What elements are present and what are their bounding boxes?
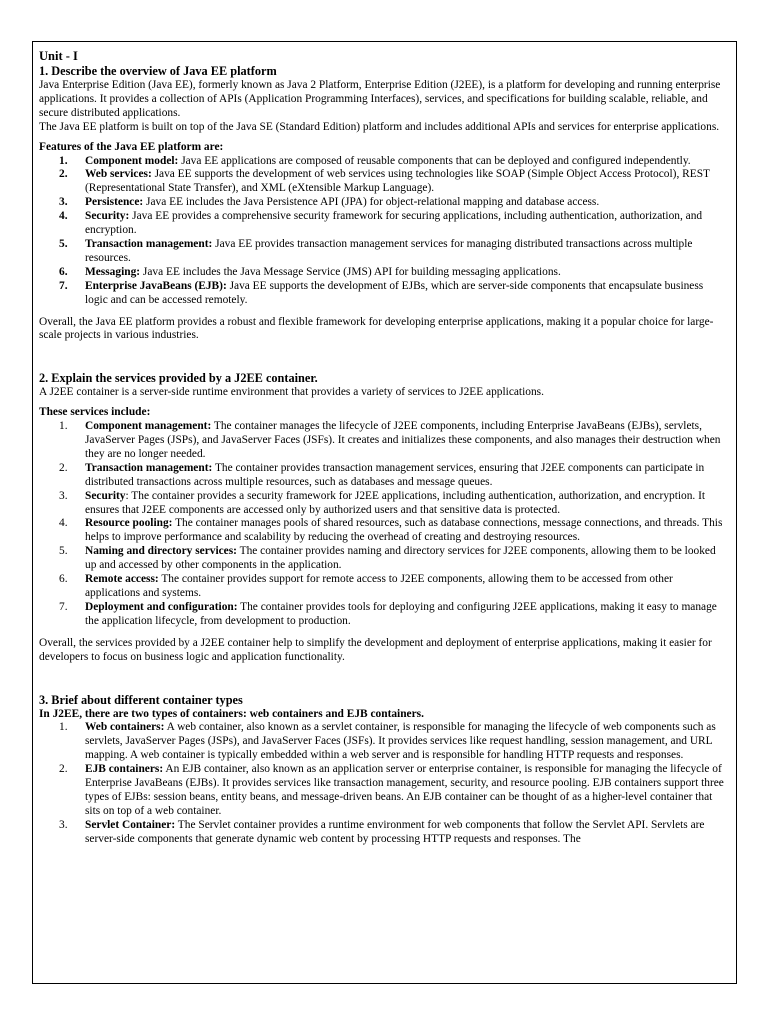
list-number: 7. <box>59 279 68 292</box>
list-term: Persistence: <box>85 196 144 209</box>
q3-intro: In J2EE, there are two types of containers: web containers and EJB containers. <box>39 707 424 720</box>
list-item <box>39 155 728 169</box>
list-item <box>39 196 728 210</box>
list-number: 3. <box>59 196 68 209</box>
list-text: The Servlet container provides a runtime environment for web components that follow the Servlet API. Servlets are server-side components that generate dynamic web content by processing HTTP requests and responses. The <box>85 818 705 845</box>
list-term: Transaction management: <box>85 237 213 250</box>
list-number: 1. <box>59 154 68 167</box>
list-number: 5. <box>59 237 68 250</box>
list-item <box>39 721 728 763</box>
list-term: Component model: <box>85 154 179 167</box>
q2-services-heading: These services include: <box>39 406 151 419</box>
list-number: 2. <box>59 168 68 181</box>
list-number: 4. <box>59 210 68 223</box>
q1-features-list <box>39 155 728 308</box>
q1-features-heading: Features of the Java EE platform are: <box>39 140 224 153</box>
list-term: Transaction management: <box>85 461 213 474</box>
list-term: EJB containers: <box>85 763 164 776</box>
document-page <box>32 41 737 984</box>
list-term: Messaging: <box>85 265 141 278</box>
list-term: Deployment and configuration: <box>85 600 238 613</box>
list-item <box>39 238 728 266</box>
list-text: The container provides transaction management services, ensuring that J2EE components can participate in distributed transactions across multiple resources, such as databases and message queues. <box>85 461 705 488</box>
list-item <box>39 819 728 847</box>
list-number: 3. <box>59 489 68 502</box>
list-term: Servlet Container: <box>85 818 176 831</box>
list-text: A web container, also known as a servlet container, is responsible for managing the lifecycle of web components such as servlets, JavaServer Pages (JSPs), and JavaServer Faces (JSFs). It provides services like request handling, session management, and URL mapping. A web container is typically embedded within a web server and is responsible for handling HTTP requests and responses. <box>85 721 716 762</box>
list-number: 6. <box>59 265 68 278</box>
question-3-title: 3. Brief about different container types <box>39 692 243 707</box>
q1-conclusion: Overall, the Java EE platform provides a robust and flexible framework for developing enterprise applications, making it a popular choice for large-scale projects in various industries. <box>39 315 714 342</box>
list-number: 4. <box>59 517 68 530</box>
list-number: 6. <box>59 573 68 586</box>
list-term: Resource pooling: <box>85 517 173 530</box>
list-item <box>39 573 728 601</box>
list-number: 3. <box>59 818 68 831</box>
list-item <box>39 517 728 545</box>
list-item <box>39 168 728 196</box>
list-text: Java EE provides a comprehensive security framework for securing applications, including authentication, authorization, and encryption. <box>85 210 703 237</box>
q3-container-list <box>39 721 728 846</box>
list-item <box>39 280 728 308</box>
list-number: 5. <box>59 545 68 558</box>
unit-heading: Unit - I <box>39 49 78 63</box>
list-number: 7. <box>59 600 68 613</box>
list-term: Enterprise JavaBeans (EJB): <box>85 279 227 292</box>
list-item <box>39 210 728 238</box>
list-term: Remote access: <box>85 573 159 586</box>
list-text: Java EE supports the development of web services using technologies like SOAP (Simple Object Access Protocol), REST (Representational State Transfer), and XML (eXtensible Markup Language). <box>85 168 710 195</box>
list-item <box>39 420 728 462</box>
list-text: : The container provides a security framework for J2EE applications, including authentication, authorization, and encryption. It ensures that J2EE components are accessed only by authorized users and that sensitive data is protected. <box>85 489 706 516</box>
list-item <box>39 545 728 573</box>
list-text: The container manages pools of shared resources, such as database connections, message connections, and threads. This helps to improve performance and scalability by reducing the overhead of creating and destroying resources. <box>85 517 723 544</box>
list-text: The container manages the lifecycle of J2EE components, including Enterprise JavaBeans (EJBs), servlets, JavaServer Pages (JSPs), and JavaServer Faces (JSFs). It creates and initializes these components, and also manages their destruction when they are no longer needed. <box>85 420 721 460</box>
q2-intro-paragraph: A J2EE container is a server-side runtime environment that provides a variety of services to J2EE applications. <box>39 386 544 399</box>
question-2-title: 2. Explain the services provided by a J2EE container. <box>39 371 318 386</box>
list-text: Java EE includes the Java Message Service (JMS) API for building messaging applications. <box>140 265 561 278</box>
q2-services-list <box>39 420 728 629</box>
list-term: Component management: <box>85 420 212 433</box>
list-number: 2. <box>59 763 68 776</box>
list-text: Java EE applications are composed of reusable components that can be deployed and configured independently. <box>178 154 691 167</box>
list-term: Security <box>85 489 126 502</box>
list-term: Web services: <box>85 168 152 181</box>
list-item <box>39 601 728 629</box>
q1-intro-paragraph-2: The Java EE platform is built on top of the Java SE (Standard Edition) platform and includes additional APIs and services for enterprise applications. <box>39 120 720 133</box>
question-1-title: 1. Describe the overview of Java EE platform <box>39 64 277 78</box>
q1-intro-paragraph: Java Enterprise Edition (Java EE), formerly known as Java 2 Platform, Enterprise Edition (J2EE), is a platform for developing and running enterprise applications. It provides a collection of APIs (Application Programming Interfaces), services, and specifications for building scalable, reliable, and secure distributed applications. <box>39 79 721 119</box>
list-item <box>39 490 728 518</box>
list-text: The container provides support for remote access to J2EE components, allowing them to be accessed from other applications and systems. <box>85 573 673 599</box>
list-term: Naming and directory services: <box>85 545 237 558</box>
list-number: 2. <box>59 461 68 474</box>
list-text: Java EE provides transaction management services for managing distributed transactions across multiple resources. <box>85 237 693 264</box>
list-term: Web containers: <box>85 721 165 734</box>
list-item <box>39 266 728 280</box>
list-text: The container provides tools for deploying and configuring J2EE applications, making it easy to manage the application lifecycle, from development to production. <box>85 600 717 627</box>
list-number: 1. <box>59 721 68 734</box>
list-item <box>39 462 728 490</box>
q2-conclusion: Overall, the services provided by a J2EE container help to simplify the development and deployment of enterprise applications, making it easier for developers to focus on business logic and application functionality. <box>39 636 712 663</box>
list-text: Java EE supports the development of EJBs, which are server-side components that encapsulate business logic and can be accessed remotely. <box>85 279 704 306</box>
list-term: Security: <box>85 210 130 223</box>
list-item <box>39 763 728 819</box>
list-number: 1. <box>59 420 68 433</box>
list-text: An EJB container, also known as an application server or enterprise container, is responsible for managing the lifecycle of Enterprise JavaBeans (EJBs). It provides services like transaction management, security, and resource pooling. EJB containers support three types of EJBs: session beans, entity beans, and message-driven beans. An EJB container can be thought of as a higher-level container that sits on top of a web container. <box>85 763 724 817</box>
list-text: Java EE includes the Java Persistence API (JPA) for object-relational mapping and database access. <box>143 196 600 209</box>
list-text: The container provides naming and directory services for J2EE components, allowing them to be looked up and accessed by other components in the application. <box>85 545 716 572</box>
